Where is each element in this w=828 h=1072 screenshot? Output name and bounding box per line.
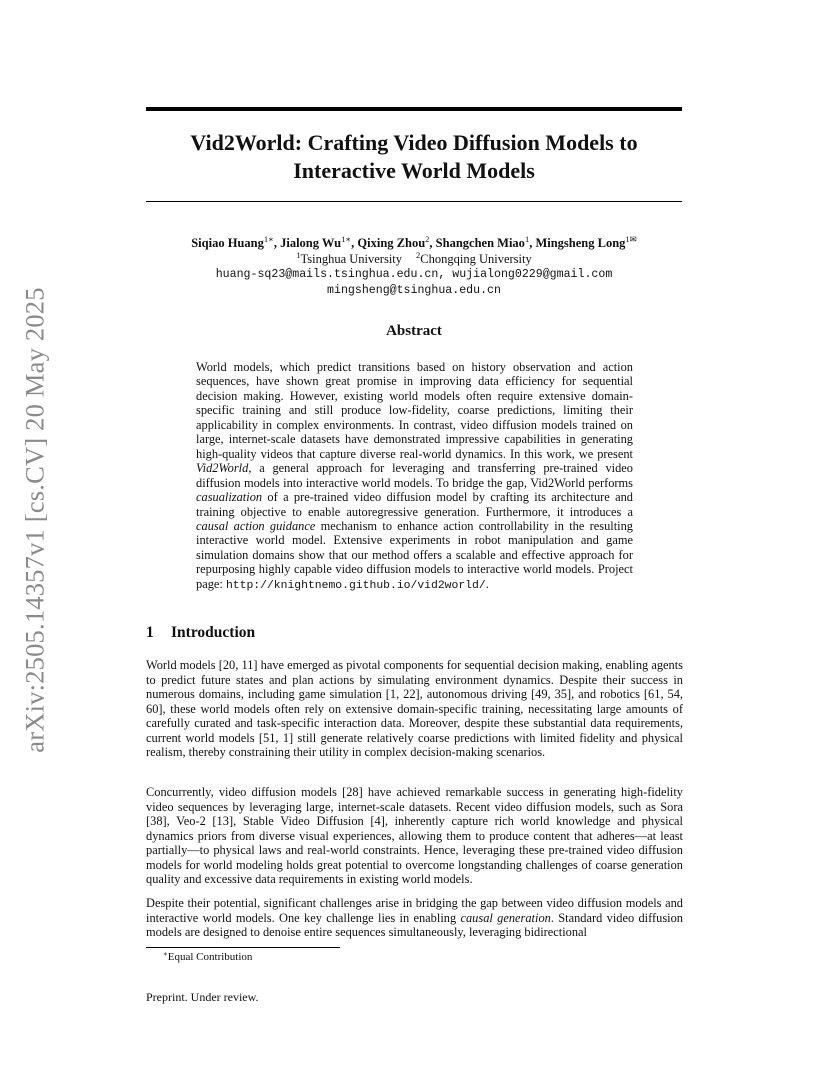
project-page-link[interactable]: http://knightnemo.github.io/vid2world/ (225, 579, 486, 592)
abstract-emphasis: causal action guidance (196, 518, 316, 533)
author-marker: 1∗ (341, 234, 352, 244)
author-name: Qixing Zhou (357, 236, 426, 250)
abstract-text (196, 360, 633, 593)
abstract-emphasis: Vid2World (196, 461, 249, 476)
section-number: 1 (146, 624, 154, 641)
author-name: Siqiao Huang (191, 236, 264, 250)
author-marker: 1∗ (263, 234, 274, 244)
arxiv-id-text: arXiv:2505.14357v1 [cs.CV] 20 May 2025 (19, 287, 50, 753)
section-title: Introduction (171, 624, 256, 641)
affiliations (146, 251, 682, 267)
footnote-rule (146, 947, 340, 948)
author-marker: 1 (524, 234, 530, 244)
title-line-2: Interactive World Models (293, 158, 535, 183)
title-line-1: Vid2World: Crafting Video Diffusion Models to (190, 130, 638, 155)
footnote-text: Equal Contribution (167, 951, 253, 963)
arxiv-identifier (15, 275, 55, 765)
section-heading (146, 624, 255, 642)
email-line-1: huang-sq23@mails.tsinghua.edu.cn, wujialong0229@gmail.com (215, 268, 613, 281)
preprint-note: Preprint. Under review. (146, 990, 259, 1004)
author-marker: 2 (425, 234, 430, 244)
paper-title (146, 129, 682, 185)
title-top-rule (146, 107, 682, 111)
paragraph-segment: . Standard video diffusion models are designed to denoise entire sequences simultaneously, leveraging bidirectional (146, 910, 683, 939)
footnote (163, 951, 252, 963)
affiliation-name: Chongqing University (420, 252, 532, 266)
abstract-heading: Abstract (386, 323, 442, 339)
paragraph-emphasis: causal generation (460, 910, 551, 925)
intro-paragraph-2: Concurrently, video diffusion models [28] have achieved remarkable success in generating high-fidelity video sequences by leveraging large, internet-scale datasets. Recent video diffusion models, such as Sora [38], Veo-2 [13], Stable Video Diffusion [4], inherently capture rich world knowledge and physical dynamics priors from diverse visual experiences, allowing them to produce content that adheres—at least partially—to physical laws and real-world constraints. Hence, leveraging these pre-trained video diffusion models for world modeling holds great potential to overcome longstanding challenges of coarse generation quality and excessive data requirements in existing world models. (146, 785, 683, 886)
author-block (146, 235, 682, 299)
abstract-segment: . (485, 576, 489, 591)
author-names: Siqiao Huang$^{1∗}$, Jialong $Wu^{1∗}$, Qixing Zhou$^2$, Shangchen Miao$^1$, Mingsheng Long$^{1✉}$ (191, 234, 637, 250)
abstract-segment: mechanism to enhance action controllability in the resulting interactive world model. Extensive experiments in robot manipulation and game simulation domains show that our method offers a scalable and effective approach for repurposing highly capable video diffusion models to interactive world models. Project page: (196, 518, 633, 591)
intro-paragraph-3 (146, 896, 683, 940)
footnote-mark: ∗ (163, 950, 168, 958)
title-bottom-rule (146, 201, 682, 202)
affiliation-marker: 2 (416, 250, 421, 260)
email-line-2: mingsheng@tsinghua.edu.cn (327, 284, 501, 297)
author-name: Shangchen Miao (435, 236, 525, 250)
paragraph-segment: Despite their potential, significant challenges arise in bridging the gap between video diffusion models and interactive world models. One key challenge lies in enabling (146, 896, 683, 925)
affiliation-name: Tsinghua University (300, 252, 403, 266)
author-name: Mingsheng Long (535, 236, 626, 250)
affiliation-marker: 1 (296, 250, 301, 260)
author-name: Jialong Wu (280, 236, 342, 250)
intro-paragraph-1: World models [20, 11] have emerged as pivotal components for sequential decision making, enabling agents to predict future states and plan actions by simulating environment dynamics. Despite their success in numerous domains, including game simulation [1, 22], autonomous driving [49, 35], and robotics [61, 54, 60], these world models often rely on extensive domain-specific training, necessitating large amounts of carefully curated and task-specific interaction data. Moreover, despite these substantial data requirements, current world models [51, 1] still generate relatively coarse predictions with limited fidelity and physical realism, thereby constraining their utility in complex decision-making scenarios. (146, 658, 683, 759)
abstract-emphasis: casualization (196, 490, 263, 505)
abstract-segment: , a general approach for leveraging and transferring pre-trained video diffusion models into interactive world models. To bridge the gap, Vid2World performs (196, 461, 633, 490)
abstract-segment: of a pre-trained video diffusion model by crafting its architecture and training objective to enable autoregressive generation. Furthermore, it introduces a (196, 490, 633, 519)
abstract-segment: World models, which predict transitions based on history observation and action sequences, have shown great promise in improving data efficiency for sequential decision making. However, existing world models often require extensive domain-specific training and still produce low-fidelity, coarse predictions, limiting their applicability in complex environments. In contrast, video diffusion models trained on large, internet-scale datasets have demonstrated impressive capabilities in generating high-quality videos that capture diverse real-world dynamics. In this work, we present (196, 360, 633, 461)
author-marker: 1✉ (625, 234, 637, 244)
